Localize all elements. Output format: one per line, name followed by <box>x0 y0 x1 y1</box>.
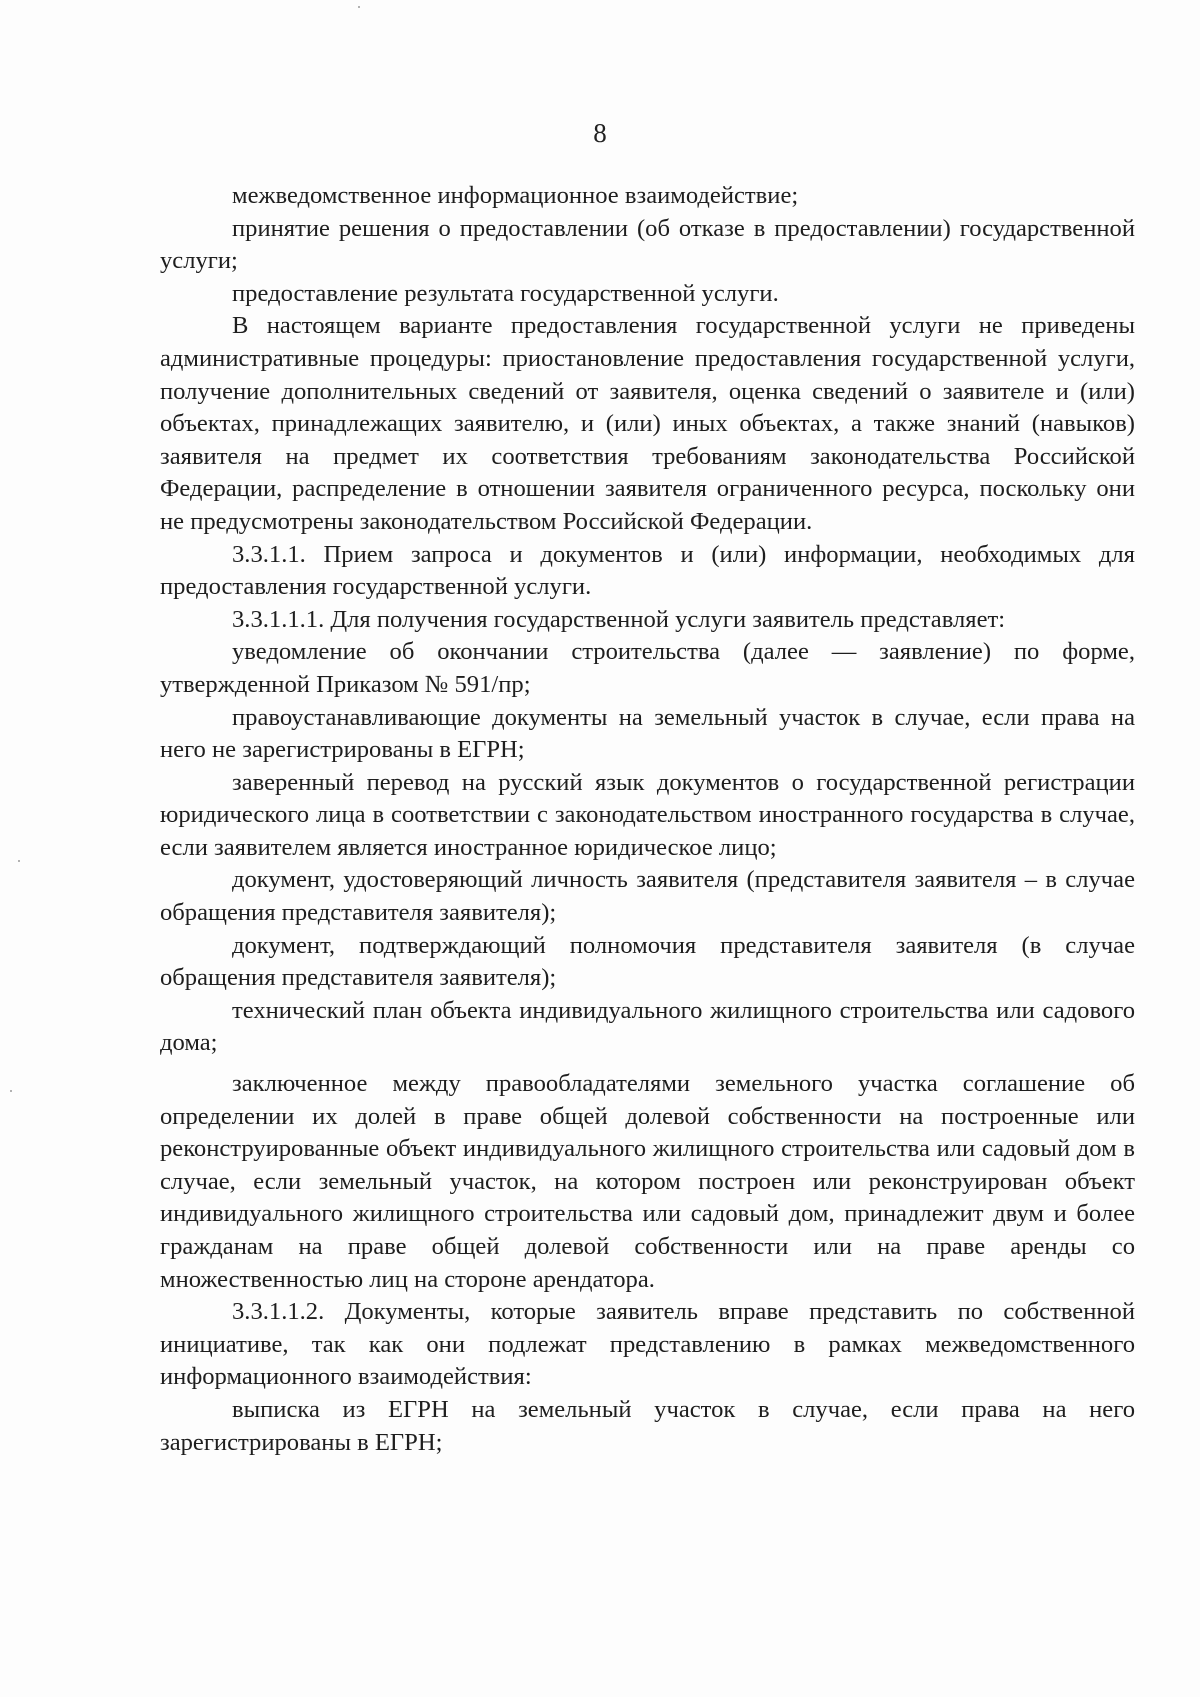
paragraph: технический план объекта индивидуального жилищного строительства или садового дома; <box>160 996 1135 1057</box>
paragraph: предоставление результата государственной услуги. <box>232 279 779 307</box>
paragraph: 3.3.1.1. Прием запроса и документов и (или) информации, необходимых для предоставления государственной услуги. <box>160 540 1135 601</box>
page-number: 8 <box>593 118 607 148</box>
paragraph: документ, удостоверяющий личность заявителя (представителя заявителя – в случае обращения представителя заявителя); <box>160 866 1135 927</box>
paragraph: 3.3.1.1.1. Для получения государственной услуги заявитель представляет: <box>232 605 1006 633</box>
paragraph: документ, подтверждающий полномочия представителя заявителя (в случае обращения представителя заявителя); <box>160 931 1135 992</box>
document-body <box>160 180 1135 1459</box>
scan-speck <box>18 860 20 862</box>
paragraph: межведомственное информационное взаимодействие; <box>232 182 799 209</box>
paragraph: заверенный перевод на русский язык документов о государственной регистрации юридического лица в соответствии с законодательством иностранного государства в случае, если заявителем является иностранное юридическое лицо; <box>160 768 1135 861</box>
paragraph: принятие решения о предоставлении (об отказе в предоставлении) государственной услуги; <box>160 214 1135 275</box>
scan-speck <box>10 1090 12 1092</box>
paragraph: правоустанавливающие документы на земельный участок в случае, если права на него не зарегистрированы в ЕГРН; <box>160 703 1135 764</box>
paragraph: 3.3.1.1.2. Документы, которые заявитель вправе представить по собственной инициативе, так как они подлежат представлению в рамках межведомственного информационного взаимодействия: <box>160 1298 1135 1391</box>
paragraph: В настоящем варианте предоставления государственной услуги не приведены административные процедуры: приостановление предоставления государственной услуги, получение дополнительных сведений от заявителя, оценка сведений о заявителе и (или) объектах, принадлежащих заявителю, и (или) иных объектах, а также знаний (навыков) заявителя на предмет их соответствия требованиям законодательства Российской Федерации, распределение в отношении заявителя ограниченного ресурса, поскольку они не предусмотрены законодательством Российской Федерации. <box>160 312 1135 535</box>
scan-speck <box>358 6 360 8</box>
paragraph: выписка из ЕГРН на земельный участок в случае, если права на него зарегистрированы в ЕГРН; <box>160 1395 1135 1456</box>
paragraph: заключенное между правообладателями земельного участка соглашение об определении их долей в праве общей долевой собственности на построенные или реконструированные объект индивидуального жилищного строительства или садовый дом в случае, если земельный участок, на котором построен или реконструирован объект индивидуального жилищного строительства или садовый дом, принадлежит двум и более гражданам на праве общей долевой собственности или на праве аренды со множественностью лиц на стороне арендатора. <box>160 1070 1135 1293</box>
paragraph: уведомление об окончании строительства (далее — заявление) по форме, утвержденной Приказом № 591/пр; <box>160 638 1135 698</box>
